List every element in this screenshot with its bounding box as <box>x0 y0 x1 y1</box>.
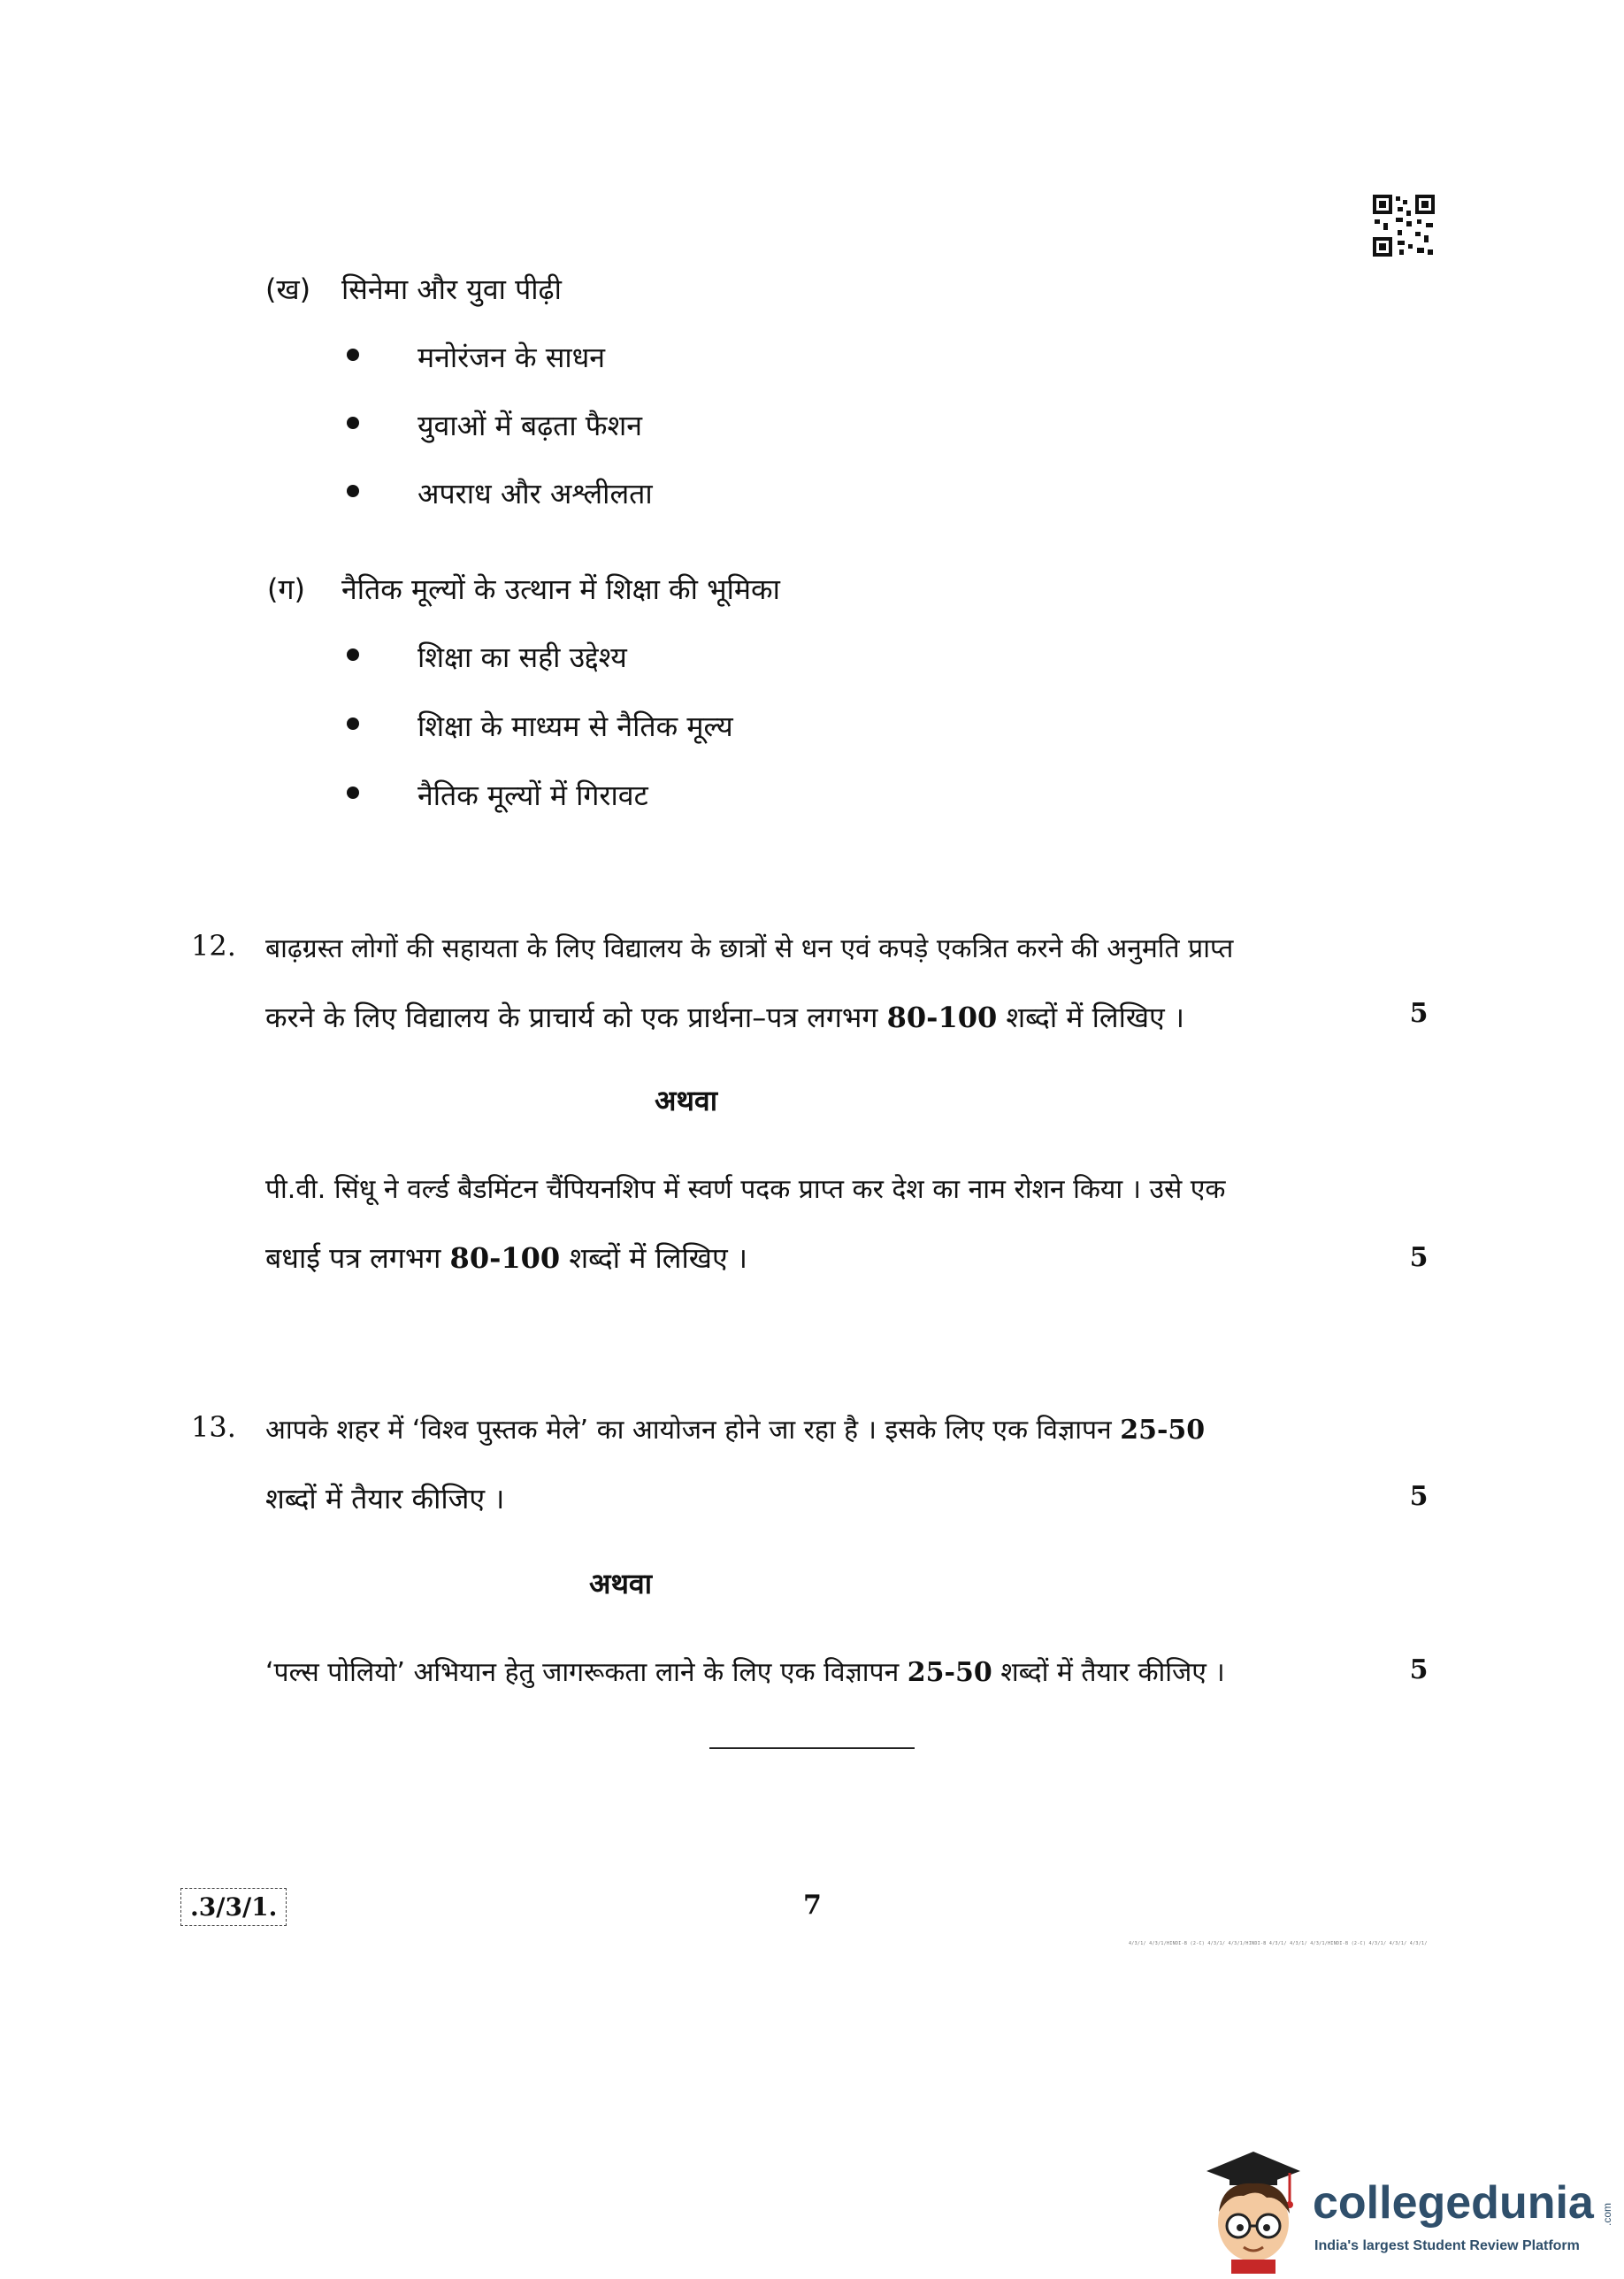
brand-logo-text: collegedunia <box>1313 2177 1594 2229</box>
question-text-part: शब्दों में लिखिए । <box>997 1001 1185 1034</box>
question-text-part: शब्दों में तैयार कीजिए । <box>992 1657 1225 1688</box>
question-number: 13. <box>191 1410 236 1444</box>
list-item: अपराध और अश्लीलता <box>417 477 653 510</box>
bullet-icon <box>347 787 359 799</box>
or-label: अथवा <box>655 1084 717 1117</box>
qr-code <box>1371 193 1436 258</box>
bullet-icon <box>347 349 359 361</box>
end-rule <box>709 1747 915 1749</box>
question-text-part: ‘पल्स पोलियो’ अभियान हेतु जागरूकता लाने के लिए एक विज्ञापन <box>265 1657 908 1688</box>
word-limit: 25-50 <box>907 1657 992 1688</box>
marks: 5 <box>1409 998 1429 1029</box>
bullet-icon <box>347 485 359 497</box>
section-ga-title: नैतिक मूल्यों के उत्थान में शिक्षा की भूमिका <box>341 572 780 606</box>
section-ga-label: (ग) <box>267 572 305 606</box>
word-limit: 80-100 <box>886 1001 998 1034</box>
marks: 5 <box>1409 1242 1429 1273</box>
paper-code: .3/3/1. <box>180 1888 287 1926</box>
question-text <box>265 1239 747 1277</box>
question-text-part: करने के लिए विद्यालय के प्राचार्य को एक प्रार्थना–पत्र लगभग <box>265 1001 887 1034</box>
list-item: युवाओं में बढ़ता फैशन <box>417 409 643 442</box>
section-kha-title: सिनेमा और युवा पीढ़ी <box>341 272 562 306</box>
question-text: पी.वी. सिंधू ने वर्ल्ड बैडमिंटन चैंपियनशिप में स्वर्ण पदक प्राप्त कर देश का नाम रोशन किया । उसे एक <box>265 1174 1226 1205</box>
page-number: 7 <box>803 1890 822 1921</box>
bullet-icon <box>347 417 359 429</box>
list-item: मनोरंजन के साधन <box>417 341 606 374</box>
list-item: नैतिक मूल्यों में गिरावट <box>417 779 648 812</box>
word-limit: 25-50 <box>1120 1415 1206 1446</box>
word-limit: 80-100 <box>449 1241 561 1275</box>
or-label: अथवा <box>589 1567 652 1600</box>
list-item: शिक्षा का सही उद्देश्य <box>417 641 627 674</box>
bullet-icon <box>347 717 359 730</box>
question-text-part: बधाई पत्र लगभग <box>265 1241 450 1275</box>
question-text <box>265 1410 1205 1446</box>
brand-logo-com: .com <box>1601 2202 1613 2226</box>
question-text <box>265 998 1184 1036</box>
brand-tagline: India's largest Student Review Platform <box>1314 2238 1580 2253</box>
section-kha-label: (ख) <box>265 272 311 306</box>
question-text-part: शब्दों में लिखिए । <box>560 1241 747 1275</box>
question-number: 12. <box>191 929 236 963</box>
question-text: शब्दों में तैयार कीजिए । <box>265 1482 505 1515</box>
question-text-part: आपके शहर में ‘विश्व पुस्तक मेले’ का आयोजन होने जा रहा है । इसके लिए एक विज्ञापन <box>265 1415 1121 1446</box>
footer-microtext: 4/3/1/ 4/3/1/HINDI-B (2-C) 4/3/1/ 4/3/1/HINDI-B 4/3/1/ 4/3/1/ 4/3/1/HINDI-B (2-C) 4/3/1/ 4/3/1/ 4/3/1/ <box>1129 1941 1428 1946</box>
bullet-icon <box>347 648 359 661</box>
question-text: बाढ़ग्रस्त लोगों की सहायता के लिए विद्यालय के छात्रों से धन एवं कपड़े एकत्रित करने की अनुमति प्राप्त <box>265 933 1234 964</box>
marks: 5 <box>1409 1481 1429 1512</box>
question-text <box>265 1653 1225 1689</box>
list-item: शिक्षा के माध्यम से नैतिक मूल्य <box>417 710 733 743</box>
marks: 5 <box>1409 1654 1429 1685</box>
collegedunia-mascot-icon <box>1205 2150 1302 2274</box>
